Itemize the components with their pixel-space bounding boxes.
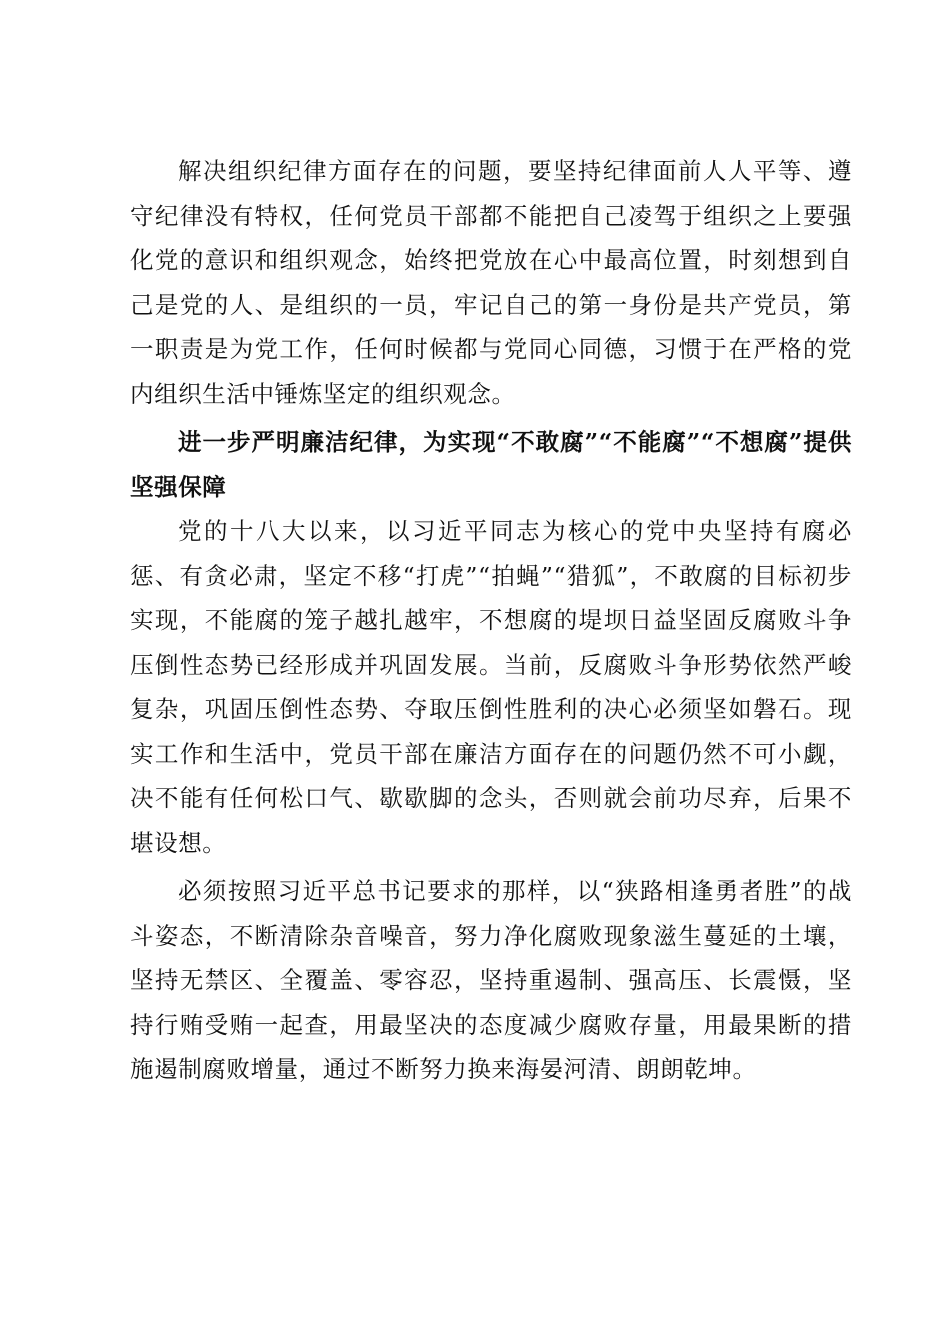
paragraph-organizational-discipline: 解决组织纪律方面存在的问题，要坚持纪律面前人人平等、遵守纪律没有特权，任何党员干部都不能把自己凌驾于组织之上要强化党的意识和组织观念，始终把党放在心中最高位置，时刻想到自己是党的人、是组织的一员，牢记自己的第一身份是共产党员，第一职责是为党工作，任何时候都与党同心同德，习惯于在严格的党内组织生活中锤炼坚定的组织观念。	[130, 157, 852, 408]
paragraph-anti-corruption-situation: 党的十八大以来，以习近平同志为核心的党中央坚持有腐必惩、有贪必肃，坚定不移“打虎”“拍蝇”“猎狐”，不敢腐的目标初步实现，不能腐的笼子越扎越牢，不想腐的堤坝日益坚固反腐败斗争压倒性态势已经形成并巩固发展。当前，反腐败斗争形势依然严峻复杂，巩固压倒性态势、夺取压倒性胜利的决心必须坚如磐石。现实工作和生活中，党员干部在廉洁方面存在的问题仍然不可小觑，决不能有任何松口气、歇歇脚的念头，否则就会前功尽弃，后果不堪设想。	[130, 517, 852, 857]
document-page	[130, 149, 852, 1092]
section-heading-integrity-discipline: 进一步严明廉洁纪律，为实现“不敢腐”“不能腐”“不想腐”提供坚强保障	[130, 428, 852, 501]
paragraph-anti-corruption-measures: 必须按照习近平总书记要求的那样，以“狭路相逢勇者胜”的战斗姿态，不断清除杂音噪音，努力净化腐败现象滋生蔓延的土壤，坚持无禁区、全覆盖、零容忍，坚持重遏制、强高压、长震慑，坚持行贿受贿一起查，用最坚决的态度减少腐败存量，用最果断的措施遏制腐败增量，通过不断努力换来海晏河清、朗朗乾坤。	[130, 877, 852, 1083]
